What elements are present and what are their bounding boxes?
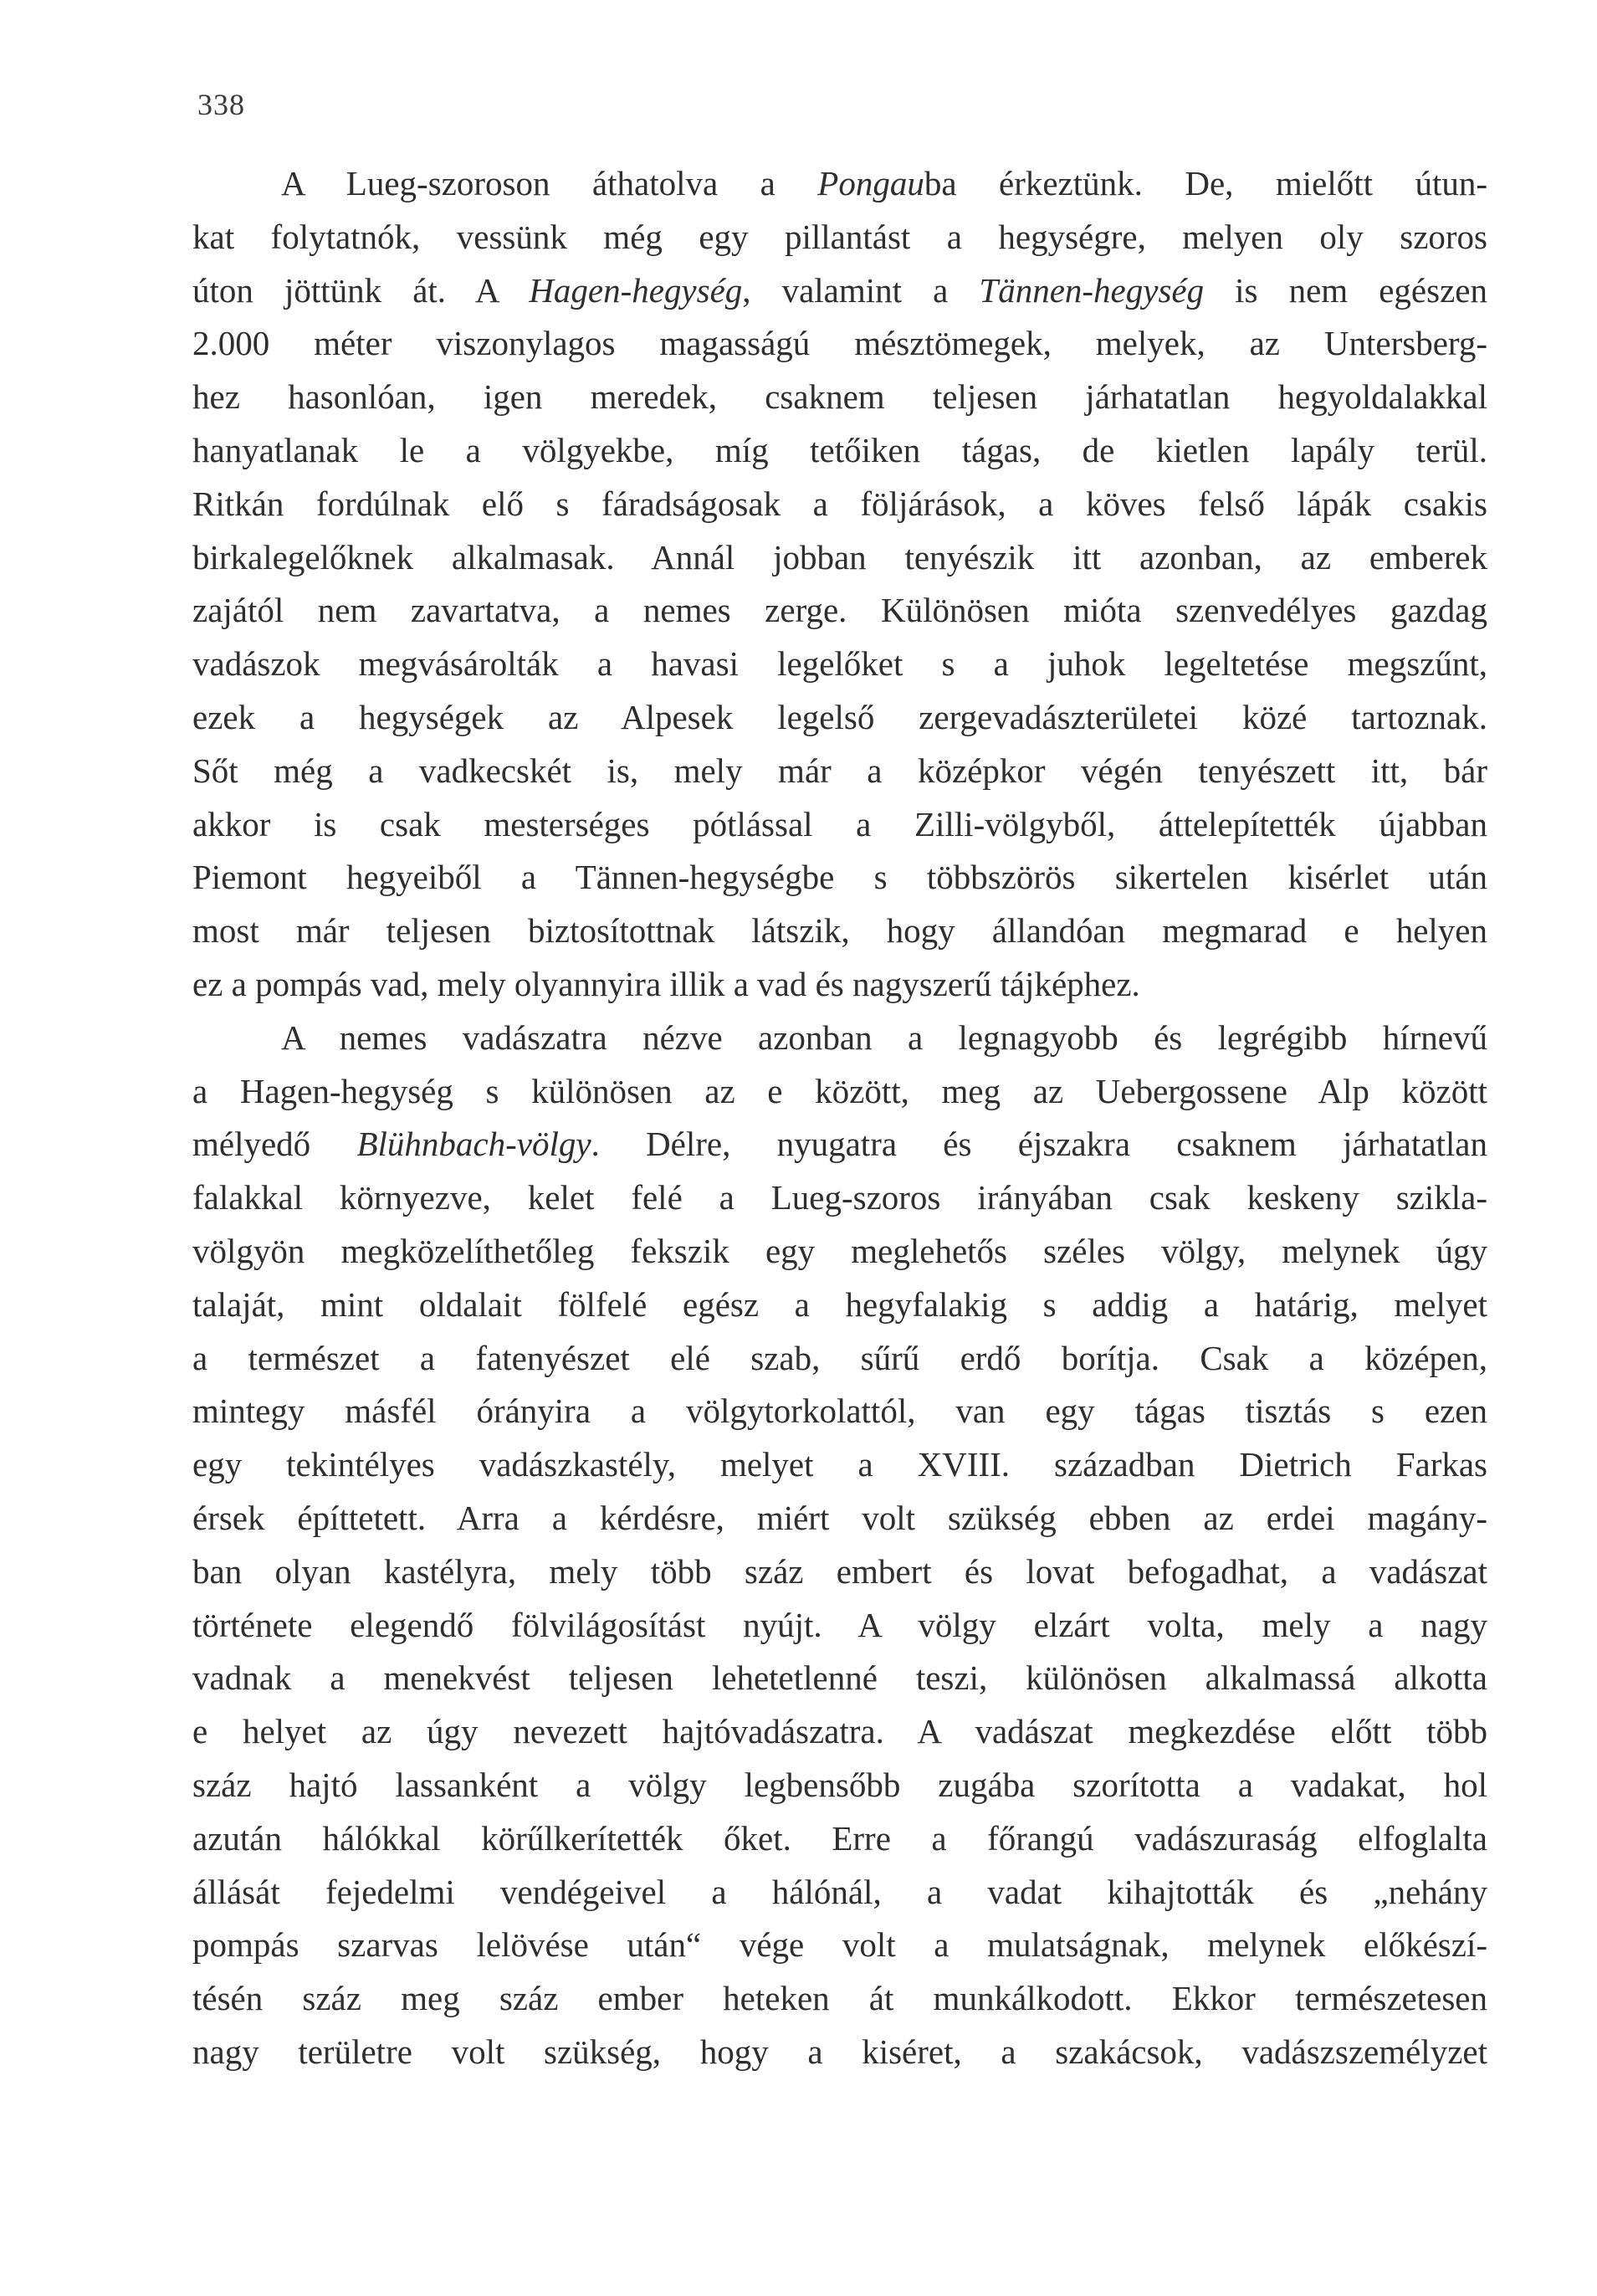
text-line	[192, 1171, 1487, 1225]
text-line	[192, 1759, 1487, 1812]
text-line	[192, 424, 1487, 478]
text-run: falakkal környezve, kelet felé a Lueg-szoros irányában csak keskeny szikla-	[192, 1178, 1487, 1217]
text-line	[192, 1919, 1487, 1972]
text-line	[192, 531, 1487, 585]
text-line	[192, 2026, 1487, 2079]
text-run: mélyedő	[192, 1125, 357, 1164]
text-run: is nem egészen	[1204, 270, 1487, 310]
text-run: , valamint a	[742, 270, 980, 310]
text-run: ban olyan kastélyra, mely több száz embert és lovat befogadhat, a vadászat	[192, 1551, 1487, 1591]
text-run: azután hálókkal körűlkerítették őket. Erre a főrangú vadászuraság elfoglalta	[192, 1818, 1487, 1858]
text-run: kat folytatnók, vessünk még egy pillantást a hegységre, melyen oly szoros	[192, 217, 1487, 256]
text-run: ez a pompás vad, mely olyannyira illik a vad és nagyszerű tájképhez.	[192, 964, 1140, 1003]
text-run: Piemont hegyeiből a Tännen-hegységbe s többszörös sikertelen kisérlet után	[192, 858, 1487, 897]
text-line	[192, 1545, 1487, 1599]
text-run: zajától nem zavartatva, a nemes zerge. Különösen mióta szenvedélyes gazdag	[192, 591, 1487, 630]
text-run: a természet a fatenyészet elé szab, sűrű erdő borítja. Csak a középen,	[192, 1338, 1487, 1377]
text-line	[192, 851, 1487, 905]
text-line	[192, 1279, 1487, 1332]
italic-place-name: Blühnbach-völgy	[356, 1125, 591, 1164]
text-run: vadnak a menekvést teljesen lehetetlenné teszi, különösen alkalmassá alkotta	[192, 1658, 1487, 1698]
text-run: 2.000 méter viszonylagos magasságú mésztömegek, melyek, az Untersberg-	[192, 324, 1487, 363]
text-line	[192, 1118, 1487, 1171]
text-run: Ritkán fordúlnak elő s fáradságosak a följárások, a köves felső lápák csakis	[192, 484, 1487, 523]
text-line	[192, 1332, 1487, 1386]
text-line	[192, 1599, 1487, 1653]
text-run: nagy területre volt szükség, hogy a kiséret, a szakácsok, vadászszemélyzet	[192, 2032, 1487, 2071]
text-run: száz hajtó lassanként a völgy legbensőbb zugába szorította a vadakat, hol	[192, 1765, 1487, 1804]
text-run: . Délre, nyugatra és éjszakra csaknem járhatatlan	[591, 1125, 1487, 1164]
text-line	[192, 1438, 1487, 1492]
text-run: egy tekintélyes vadászkastély, melyet a XVIII. században Dietrich Farkas	[192, 1445, 1487, 1484]
text-line	[192, 1492, 1487, 1545]
text-run: akkor is csak mesterséges pótlással a Zilli-völgyből, áttelepítették újabban	[192, 804, 1487, 843]
text-line	[192, 1812, 1487, 1866]
text-line	[192, 798, 1487, 852]
text-run: története elegendő fölvilágosítást nyújt. A völgy elzárt volta, mely a nagy	[192, 1605, 1487, 1644]
text-run: tésén száz meg száz ember heteken át munkálkodott. Ekkor természetesen	[192, 1979, 1487, 2018]
text-run: érsek építtetett. Arra a kérdésre, miért volt szükség ebben az erdei magány-	[192, 1498, 1487, 1537]
text-run: hanyatlanak le a völgyekbe, míg tetőiken tágas, de kietlen lapály terül.	[192, 430, 1487, 469]
text-line	[192, 157, 1487, 211]
text-line	[192, 1012, 1487, 1065]
text-line	[192, 1225, 1487, 1279]
text-run: hez hasonlóan, igen meredek, csaknem teljesen járhatatlan hegyoldalakkal	[192, 377, 1487, 417]
italic-place-name: Pongau	[817, 164, 924, 202]
italic-place-name: Tännen-hegység	[979, 270, 1205, 310]
text-run: birkalegelőknek alkalmasak. Annál jobban tenyészik itt azonban, az emberek	[192, 537, 1487, 577]
text-line	[192, 584, 1487, 638]
text-line	[192, 1705, 1487, 1759]
text-run: állását fejedelmi vendégeivel a hálónál, a vadat kihajtották és „nehány	[192, 1872, 1487, 1911]
text-line	[192, 317, 1487, 371]
text-line	[192, 1972, 1487, 2026]
text-run: mintegy másfél órányira a völgytorkolattól, van egy tágas tisztás s ezen	[192, 1391, 1487, 1431]
text-line	[192, 691, 1487, 745]
text-run: ba érkeztünk. De, mielőtt útun-	[924, 164, 1488, 202]
text-line	[192, 1866, 1487, 1919]
text-run: ezek a hegységek az Alpesek legelső zergevadászterületei közé tartoznak.	[192, 697, 1487, 736]
text-run: most már teljesen biztosítottnak látszik, hogy állandóan megmarad e helyen	[192, 911, 1487, 951]
text-line	[192, 905, 1487, 958]
text-line	[192, 371, 1487, 424]
italic-place-name: Hagen-hegység	[529, 270, 743, 310]
text-line	[192, 1065, 1487, 1119]
text-run: A Lueg-szoroson áthatolva a	[281, 164, 818, 202]
text-line	[192, 958, 1487, 1012]
text-run: pompás szarvas lelövése után“ vége volt a mulatságnak, melynek előkészí-	[192, 1925, 1487, 1965]
text-run: a Hagen-hegység s különösen az e között, meg az Uebergossene Alp között	[192, 1071, 1487, 1110]
text-run: e helyet az úgy nevezett hajtóvadászatra. A vadászat megkezdése előtt több	[192, 1712, 1487, 1751]
text-line	[192, 745, 1487, 798]
text-line	[192, 1385, 1487, 1438]
text-run: völgyön megközelíthetőleg fekszik egy meglehetős széles völgy, melynek úgy	[192, 1231, 1487, 1270]
text-line	[192, 638, 1487, 691]
text-run: Sőt még a vadkecskét is, mely már a középkor végén tenyészett itt, bár	[192, 751, 1487, 790]
text-run: talaját, mint oldalait fölfelé egész a hegyfalakig s addig a határig, melyet	[192, 1284, 1487, 1324]
text-line	[192, 478, 1487, 531]
text-line	[192, 264, 1487, 318]
text-run: A nemes vadászatra nézve azonban a legnagyobb és legrégibb hírnevű	[281, 1017, 1487, 1057]
text-run: úton jöttünk át. A	[192, 270, 530, 310]
body-text	[192, 157, 1487, 2079]
text-line	[192, 1652, 1487, 1705]
page-number: 338	[197, 88, 245, 121]
text-run: vadászok megvásárolták a havasi legelőket s a juhok legeltetése megszűnt,	[192, 644, 1487, 684]
text-line	[192, 211, 1487, 264]
